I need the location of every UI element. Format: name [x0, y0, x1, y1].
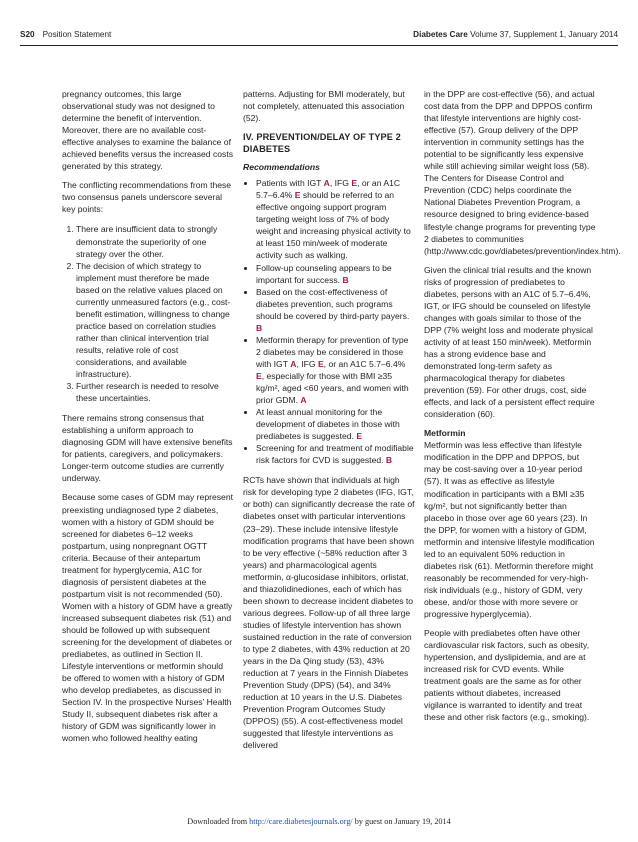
section-heading: IV. PREVENTION/DELAY OF TYPE 2 DIABETES [243, 132, 401, 155]
rec-text: should be referred to an effective ongoing support program targeting weight loss of 7% of body weight and increasing physical activity to at least 150 min/week of moderate activity such as walking. [256, 190, 411, 261]
paragraph: The conflicting recommendations from these two consensus panels underscore several key points: [62, 180, 232, 215]
evidence-grade: A [300, 395, 307, 406]
issue-info: Volume 37, Supplement 1, January 2014 [470, 30, 618, 39]
recommendation-item [256, 262, 415, 286]
evidence-grade: E [294, 190, 301, 201]
header-rule [20, 45, 618, 46]
rec-text: , IFG [329, 178, 352, 189]
paragraph: patterns. Adjusting for BMI moderately, but not completely, attenuated this association (52). [243, 89, 405, 124]
journal-name: Diabetes Care [413, 30, 468, 39]
paragraph: Metformin was less effective than lifestyle modification in the DPP and DPPOS, but may be cost-saving over a 10-year period (57). It was as effective as lifestyle modification in participants with a BMI ≥35 kg/m², but not significantly better than placebo in those over age 60 years (23). In the DPP, for women with a history of GDM, metformin and intensive lifestyle modification led to an equivalent 50% reduction in diabetes risk (61). Metformin therefore might reasonably be recommended for very-high-risk individuals (e.g., history of GDM, very obese, and/or those with more severe or progressive hyperglycemia). [424, 440, 595, 619]
rec-text: , or an A1C 5.7–6.4% [323, 358, 406, 369]
paragraph: There remains strong consensus that establishing a uniform approach to diagnosing GDM will have extensive benefits for patients, caregivers, and policymakers. Longer-term outcome studies are currently underway. [62, 413, 233, 484]
header-left [20, 30, 111, 39]
column-3 [424, 88, 621, 730]
recommendation-item [256, 177, 415, 261]
page-number: S20 [20, 30, 35, 39]
running-header [20, 30, 618, 44]
evidence-grade: A [323, 178, 330, 189]
recommendation-item [256, 286, 415, 334]
rec-text: , especially for those with BMI ≥35 kg/m², aged <60 years, and women with prior GDM. [256, 370, 409, 406]
section-label: Position Statement [42, 30, 112, 39]
footer-suffix: by guest on January 19, 2014 [352, 817, 451, 826]
rec-text: Metformin therapy for prevention of type 2 diabetes may be considered in those with IGT [256, 334, 409, 369]
key-points-list [62, 223, 234, 404]
evidence-grade: E [317, 358, 324, 369]
evidence-grade: E [256, 370, 262, 381]
rec-text: , IFG [296, 358, 318, 369]
column-1 [62, 88, 234, 751]
footer-link[interactable]: http://care.diabetesjournals.org/ [249, 817, 353, 826]
paragraph: in the DPP are cost-effective (56), and actual cost data from the DPP and DPPOS confirm that lifestyle interventions are highly cost-effective (57). Group delivery of the DPP intervention in community settings has the potential to be significantly less expensive while still achieving similar weight loss (58). The Centers for Disease Control and Prevention (CDC) helps coordinate the National Diabetes Prevention Program, a resource designed to bring evidence-based lifestyle change programs for preventing type 2 diabetes to communities (http://www.cdc.gov/diabetes/prevention/index.htm). [424, 89, 621, 256]
recommendation-item [256, 334, 415, 406]
evidence-grade: B [256, 322, 263, 333]
list-item: 3. Further research is needed to resolve these uncertainties. [76, 380, 234, 404]
evidence-grade: B [385, 455, 393, 466]
recommendations-heading: Recommendations [243, 162, 320, 173]
list-item: 1. There are insufficient data to strongly demonstrate the superiority of one strategy over the other. [76, 223, 234, 259]
rec-text: Patients with IGT [256, 178, 324, 189]
evidence-grade: E [351, 178, 358, 189]
header-right [413, 30, 618, 39]
rec-text: , or an A1C 5.7–6.4% [256, 178, 401, 201]
footer-prefix: Downloaded from [187, 817, 250, 826]
column-2 [243, 88, 415, 758]
recommendations-list [243, 177, 415, 466]
rec-text: At least annual monitoring for the development of diabetes in those with prediabetes is suggested. [256, 407, 400, 442]
rec-text: Based on the cost-effectiveness of diabetes prevention, such programs should be covered by third-party payers. [256, 286, 410, 321]
evidence-grade: A [290, 358, 297, 369]
evidence-grade: B [342, 274, 349, 285]
paragraph: pregnancy outcomes, this large observational study was not designed to determine the benefit of intervention. Moreover, there are no available cost-effective analyses to examine the balance of achieved benefits versus the increased costs generated by this strategy. [62, 89, 234, 172]
subsection-heading: Metformin [424, 428, 466, 439]
recommendation-item [256, 406, 415, 442]
paragraph: Given the clinical trial results and the known risks of progression of prediabetes to diabetes, persons with an A1C of 5.7–6.4%, IGT, or IFG should be counseled on lifestyle changes with goals similar to those of the DPP (7% weight loss and moderate physical activity of at least 150 min/week). Metformin has a strong evidence base and demonstrated long-term safety as pharmacological therapy for diabetes prevention (59). For other drugs, cost, side effects, and lack of a persistent effect require consideration (60). [424, 264, 595, 420]
rec-text: Screening for and treatment of modifiable risk factors for CVD is suggested. [256, 443, 414, 466]
paragraph: People with prediabetes often have other cardiovascular risk factors, such as obesity, hypertension, and dyslipidemia, and are at increased risk for CVD events. While treatment goals are the same as for other patients without diabetes, increased vigilance is warranted to identify and treat these and other risk factors (e.g., smoking). [424, 628, 590, 723]
list-item: 2. The decision of which strategy to implement must therefore be made based on the relative values placed on currently unmeasured factors (e.g., cost-benefit estimation, willingness to change practice based on correlation studies rather than clinical intervention trial results, relative role of cost considerations, and available infrastructure). [76, 260, 234, 380]
rec-text: Follow-up counseling appears to be important for success. [256, 262, 392, 285]
evidence-grade: E [356, 431, 363, 442]
paragraph: RCTs have shown that individuals at high risk for developing type 2 diabetes (IFG, IGT, or both) can significantly decrease the rate of diabetes onset with particular interventions (23–29). These include intensive lifestyle modification programs that have been shown to be very effective (~58% reduction after 3 years) and pharmacological agents metformin, α-glucosidase inhibitors, orlistat, and thiazolidinediones, each of which has been shown to decrease incident diabetes to various degrees. Follow-up of all three large studies of lifestyle intervention has shown sustained reduction in the rate of conversion to type 2 diabetes, with 43% reduction at 20 years in the Da Qing study (53), 43% reduction at 7 years in the Finnish Diabetes Prevention Study (DPS) (54), and 34% reduction at 10 years in the U.S. Diabetes Prevention Program Outcomes Study (DPPOS) (55). A cost-effectiveness model suggested that lifestyle interventions as delivered [243, 475, 415, 751]
recommendation-item [256, 442, 415, 466]
paragraph: Because some cases of GDM may represent preexisting undiagnosed type 2 diabetes, women with a history of GDM should be screened for diabetes 6–12 weeks postpartum, using nonpregnant OGTT criteria. Because of their antepartum treatment for hyperglycemia, A1C for diagnosis of persistent diabetes at the postpartum visit is not recommended (50). Women with a history of GDM have a greatly increased subsequent diabetes risk (51) and should be followed up with subsequent screening for the development of diabetes or prediabetes, as outlined in Section II. Lifestyle interventions or metformin should be offered to women with a history of GDM who develop prediabetes, as discussed in Section IV. In the prospective Nurses’ Health Study II, subsequent diabetes risk after a history of GDM was significantly lower in women who followed healthy eating [62, 492, 233, 744]
download-footer [0, 817, 638, 826]
